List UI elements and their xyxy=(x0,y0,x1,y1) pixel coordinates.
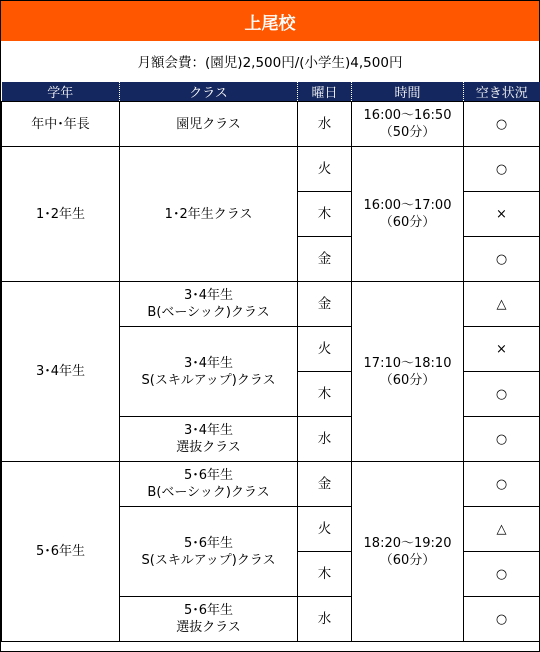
time-cell: 18:20～19:20 （60分） xyxy=(352,462,464,642)
class-schedule-table xyxy=(1,82,540,642)
day-cell: 木 xyxy=(298,192,352,237)
table-row xyxy=(2,147,540,192)
day-cell: 水 xyxy=(298,102,352,147)
grade-cell: 1･2年生 xyxy=(2,147,120,282)
day-cell: 金 xyxy=(298,282,352,327)
class-cell: 3･4年生 S(スキルアップ)クラス xyxy=(120,327,298,417)
class-cell: 園児クラス xyxy=(120,102,298,147)
table-row xyxy=(2,102,540,147)
grade-cell: 5･6年生 xyxy=(2,462,120,642)
grade-cell: 3･4年生 xyxy=(2,282,120,462)
day-cell: 木 xyxy=(298,372,352,417)
grade-cell: 年中･年長 xyxy=(2,102,120,147)
day-cell: 金 xyxy=(298,462,352,507)
day-cell: 水 xyxy=(298,597,352,642)
header-class: クラス xyxy=(120,82,298,102)
header-availability: 空き状況 xyxy=(464,82,540,102)
availability-cell: △ xyxy=(464,282,540,327)
day-cell: 火 xyxy=(298,147,352,192)
availability-cell: ○ xyxy=(464,147,540,192)
availability-cell: × xyxy=(464,327,540,372)
time-cell: 17:10～18:10 （60分） xyxy=(352,282,464,462)
class-cell: 5･6年生 B(ベーシック)クラス xyxy=(120,462,298,507)
header-day: 曜日 xyxy=(298,82,352,102)
header-grade: 学年 xyxy=(2,82,120,102)
availability-cell: ○ xyxy=(464,417,540,462)
class-cell: 5･6年生 選抜クラス xyxy=(120,597,298,642)
time-cell: 16:00～17:00 （60分） xyxy=(352,147,464,282)
availability-cell: ○ xyxy=(464,552,540,597)
table-row xyxy=(2,462,540,507)
day-cell: 火 xyxy=(298,327,352,372)
day-cell: 火 xyxy=(298,507,352,552)
header-time: 時間 xyxy=(352,82,464,102)
availability-cell: ○ xyxy=(464,237,540,282)
table-row xyxy=(2,282,540,327)
availability-cell: ○ xyxy=(464,597,540,642)
time-cell: 16:00～16:50 （50分） xyxy=(352,102,464,147)
class-cell: 3･4年生 選抜クラス xyxy=(120,417,298,462)
day-cell: 木 xyxy=(298,552,352,597)
class-cell: 3･4年生 B(ベーシック)クラス xyxy=(120,282,298,327)
availability-cell: △ xyxy=(464,507,540,552)
class-cell: 5･6年生 S(スキルアップ)クラス xyxy=(120,507,298,597)
availability-cell: ○ xyxy=(464,102,540,147)
school-title: 上尾校 xyxy=(1,1,539,41)
monthly-fee-text: 月額会費：(園児)2,500円/(小学生)4,500円 xyxy=(137,55,403,71)
availability-cell: × xyxy=(464,192,540,237)
day-cell: 金 xyxy=(298,237,352,282)
table-header-row xyxy=(2,82,540,102)
day-cell: 水 xyxy=(298,417,352,462)
availability-cell: ○ xyxy=(464,372,540,417)
availability-cell: ○ xyxy=(464,462,540,507)
class-cell: 1･2年生クラス xyxy=(120,147,298,282)
